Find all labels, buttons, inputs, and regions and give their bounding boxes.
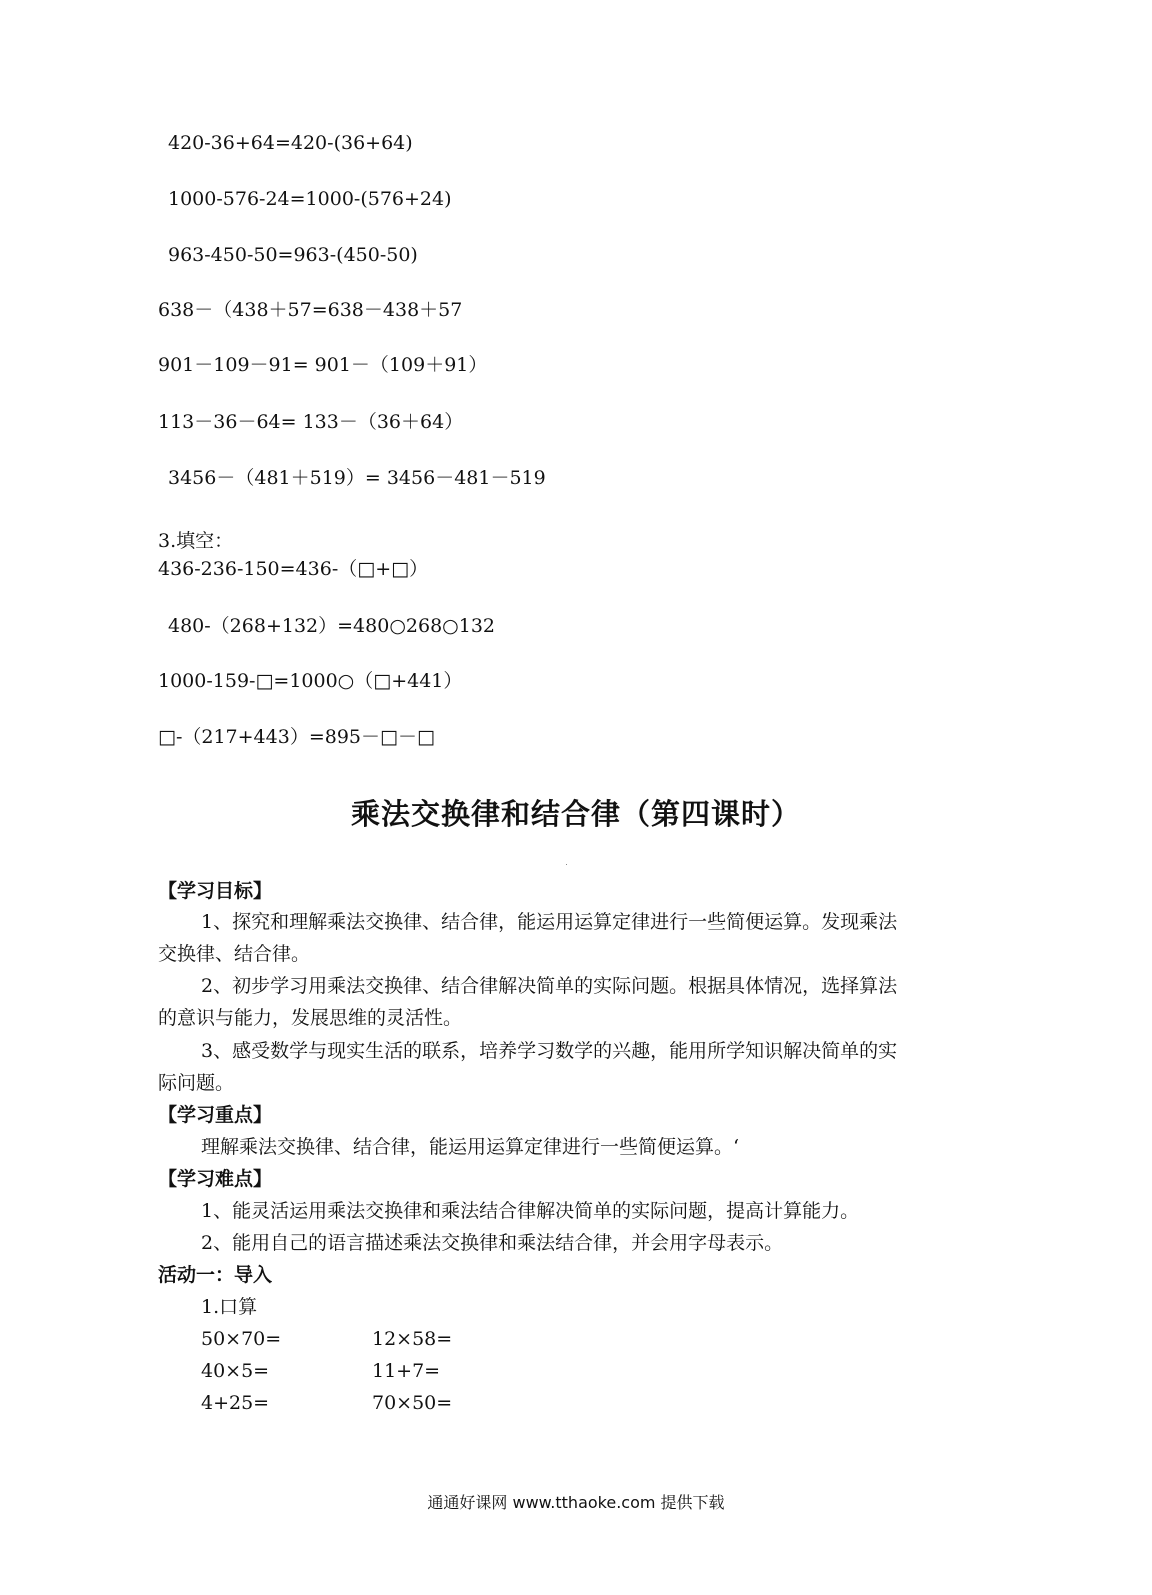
fill-item: 480-（268+132）=480○268○132: [168, 615, 496, 637]
fill-section-heading: 3.填空：: [158, 530, 234, 552]
key-points-heading: 【学习重点】: [158, 1104, 273, 1126]
goals-heading: 【学习目标】: [158, 880, 273, 902]
oral-calc-item: 40×5=: [201, 1360, 270, 1382]
lesson-title: 乘法交换律和结合律（第四课时）: [350, 797, 801, 831]
page-footer: 通通好课网 www.tthaoke.com 提供下载: [427, 1493, 725, 1512]
oral-calc-item: 4+25=: [201, 1392, 270, 1414]
equation-line: 1000-576-24=1000-(576+24): [168, 188, 452, 210]
equation-line: 113－36－64= 133－（36＋64）: [158, 411, 464, 433]
oral-calc-item: 70×50=: [372, 1392, 453, 1414]
fill-item: 436-236-150=436-（□+□）: [158, 558, 429, 580]
goal-line: 1、探究和理解乘法交换律、结合律，能运用运算定律进行一些简便运算。发现乘法: [201, 911, 898, 933]
equation-line: 638－（438＋57=638－438＋57: [158, 299, 463, 321]
goal-line: 际问题。: [158, 1072, 235, 1094]
activity-subheading: 1.口算: [201, 1296, 258, 1318]
goal-line: 交换律、结合律。: [158, 943, 311, 965]
oral-calc-item: 12×58=: [372, 1328, 453, 1350]
key-point-line: 理解乘法交换律、结合律，能运用运算定律进行一些简便运算。‘: [201, 1136, 740, 1158]
difficulty-line: 1、能灵活运用乘法交换律和乘法结合律解决简单的实际问题，提高计算能力。: [201, 1200, 860, 1222]
goal-line: 3、感受数学与现实生活的联系，培养学习数学的兴趣，能用所学知识解决简单的实: [201, 1040, 898, 1062]
oral-calc-item: 11+7=: [372, 1360, 441, 1382]
goal-line: 2、初步学习用乘法交换律、结合律解决简单的实际问题。根据具体情况，选择算法: [201, 975, 898, 997]
oral-calc-item: 50×70=: [201, 1328, 282, 1350]
goal-line: 的意识与能力，发展思维的灵活性。: [158, 1007, 463, 1029]
fill-item: □-（217+443）=895－□－□: [158, 726, 435, 748]
fill-item: 1000-159-□=1000○（□+441）: [158, 670, 463, 692]
difficulty-line: 2、能用自己的语言描述乘法交换律和乘法结合律，并会用字母表示。: [201, 1232, 784, 1254]
equation-line: 963-450-50=963-(450-50): [168, 244, 418, 266]
stray-dot: [566, 864, 567, 865]
difficulties-heading: 【学习难点】: [158, 1168, 273, 1190]
equation-line: 3456－（481＋519）= 3456－481－519: [168, 467, 546, 489]
equation-line: 901－109－91= 901－（109＋91）: [158, 354, 488, 376]
equation-line: 420-36+64=420-(36+64): [168, 132, 413, 154]
activity-heading: 活动一：导入: [158, 1264, 273, 1286]
